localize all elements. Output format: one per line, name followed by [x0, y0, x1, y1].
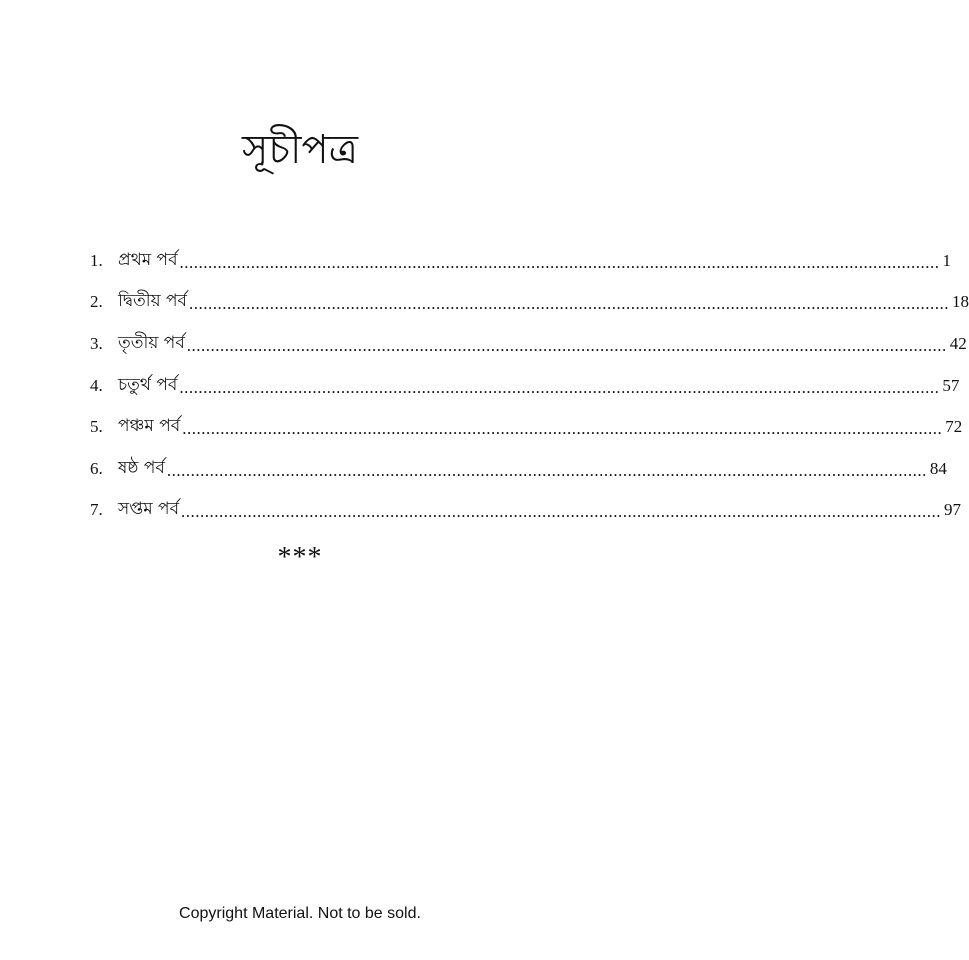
- toc-entry-3[interactable]: [90, 323, 967, 365]
- toc-entry-7[interactable]: [90, 490, 962, 532]
- copyright-footer: Copyright Material. Not to be sold.: [179, 905, 421, 922]
- toc-entry-page: 18: [952, 292, 969, 312]
- toc-entry-number: 5.: [90, 417, 103, 437]
- toc-entry-1[interactable]: [90, 240, 952, 282]
- toc-entry-number: 6.: [90, 458, 103, 478]
- toc-entry-number: 4.: [90, 375, 103, 395]
- toc-entry-5[interactable]: [90, 406, 963, 448]
- toc-entry-2[interactable]: [90, 282, 969, 324]
- section-separator: ***: [277, 542, 323, 573]
- toc-entry-page: 72: [945, 417, 963, 437]
- toc-dot-leader: ................................................................................................................................................................: [166, 460, 927, 480]
- toc-dot-leader: ................................................................................................................................................................: [182, 419, 943, 439]
- toc-entry-number: 1.: [90, 250, 103, 270]
- toc-dot-leader: ................................................................................................................................................................: [181, 502, 942, 522]
- toc-dot-leader: ................................................................................................................................................................: [186, 335, 947, 355]
- toc-entry-page: 97: [944, 500, 962, 520]
- toc-entry-page: 1: [942, 250, 952, 270]
- toc-entry-label: ষষ্ঠ পর্ব: [118, 457, 165, 478]
- toc-dot-leader: ................................................................................................................................................................: [189, 294, 950, 314]
- toc-entry-label: তৃতীয় পর্ব: [118, 332, 185, 353]
- toc-entry-label: প্রথম পর্ব: [118, 249, 178, 270]
- toc-dot-leader: ................................................................................................................................................................: [179, 377, 940, 397]
- toc-entry-label: দ্বিতীয় পর্ব: [118, 291, 188, 312]
- toc-entry-page: 57: [942, 375, 960, 395]
- toc-entry-page: 84: [929, 458, 947, 478]
- table-of-contents: [90, 240, 969, 531]
- toc-entry-label: সপ্তম পর্ব: [118, 499, 180, 520]
- toc-entry-number: 3.: [90, 333, 103, 353]
- toc-entry-number: 7.: [90, 500, 103, 520]
- toc-entry-number: 2.: [90, 292, 103, 312]
- page-title: সূচীপত্র: [242, 127, 358, 173]
- toc-entry-label: পঞ্চম পর্ব: [118, 416, 181, 437]
- toc-entry-4[interactable]: [90, 365, 960, 407]
- toc-entry-6[interactable]: [90, 448, 947, 490]
- toc-entry-label: চতুর্থ পর্ব: [118, 374, 178, 395]
- toc-entry-page: 42: [949, 333, 967, 353]
- toc-dot-leader: ................................................................................................................................................................: [179, 252, 940, 272]
